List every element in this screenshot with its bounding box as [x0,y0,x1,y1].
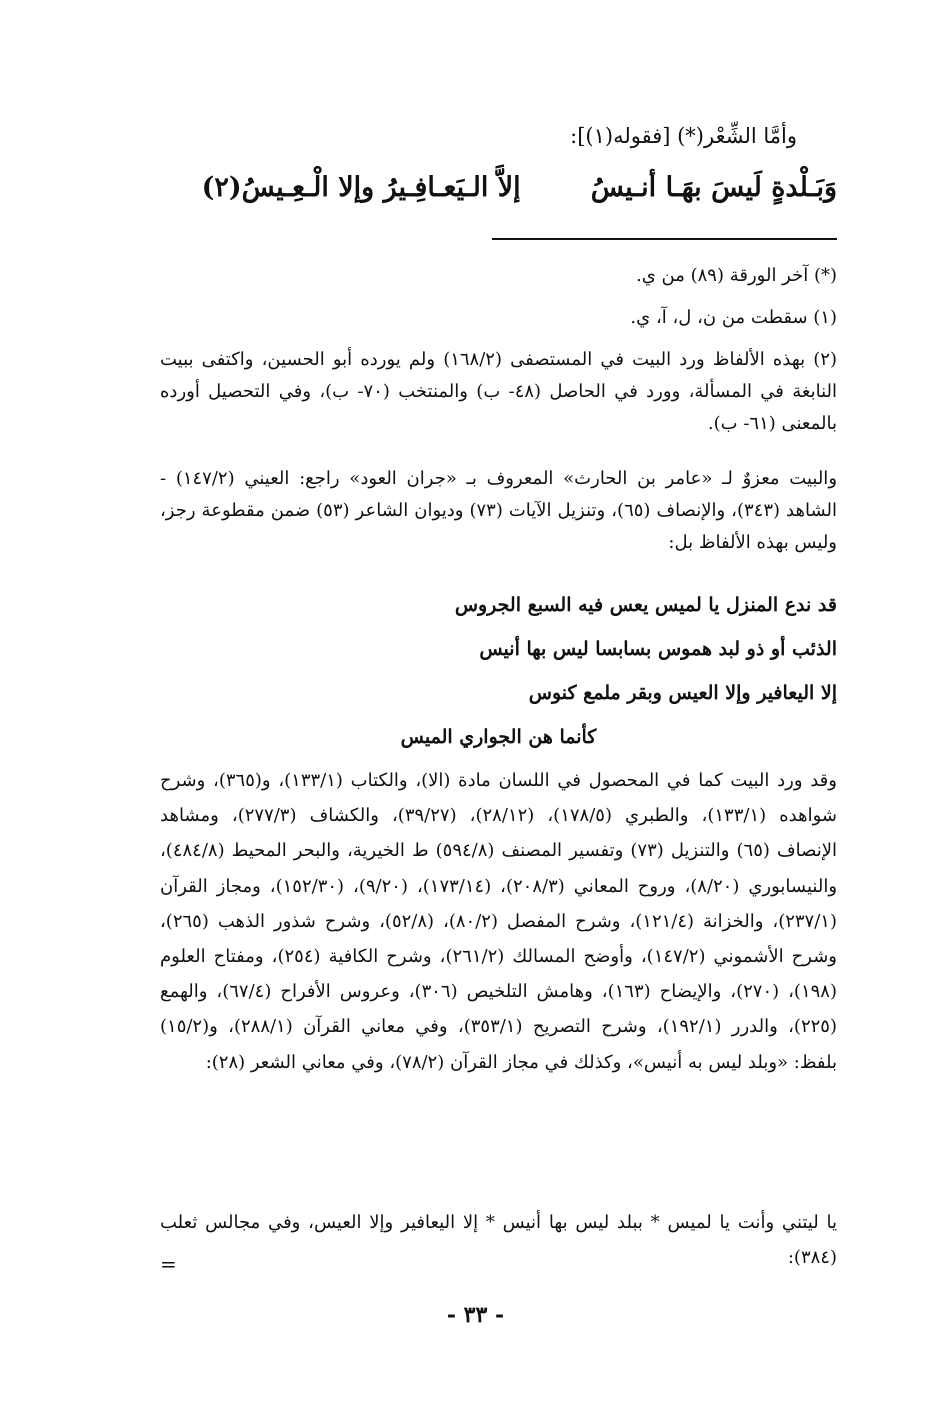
poem-line-1: قد ندع المنزل يا لميس يعس فيه السبع الجروس [454,594,837,616]
footnote-2-attribution: والبيت معزوٌ لـ «عامر بن الحارث» المعروف بـ «جران العود» راجع: العيني (١٤٧/٢) - الشاهد (٣٤٣)، والإنصاف (٦٥)، وتنزيل الآيات (٧٣) وديوان الشاعر (٥٣) ضمن مقطوعة رجز، وليس بهذه الألفاظ بل: [160,468,838,553]
poetry-verse [160,172,837,203]
intro-line: وأمَّا الشِّعْر(*) [فقوله(١)]: [570,124,797,148]
footnote-separator [492,238,837,240]
page-number: - ٣٣ - [446,1302,505,1328]
footnote-2-sources: وقد ورد البيت كما في المحصول في اللسان مادة (الا)، والكتاب (١٣٣/١)، و(٣٦٥)، وشرح شواهده (١٣٣/١)، والطبري (١٧٨/٥)، (٢٨/١٢)، (٣٩/٢٧)، والكشاف (٢٧٧/٣)، ومشاهد الإنصاف (٦٥) والتنزيل (٧٣) وتفسير المصنف (٥٩٤/٨) ط الخيرية، والبحر المحيط (٤٨٤/٨)، والنيسابوري (٨/٢٠)، وروح المعاني (٢٠٨/٣)، (١٧٣/١٤)، (٩/٢٠)، (١٥٢/٣٠)، ومجاز القرآن (٢٣٧/١)، والخزانة (١٢١/٤)، وشرح المفصل (٨٠/٢)، (٥٢/٨)، وشرح شذور الذهب (٢٦٥)، وشرح الأشموني (١٤٧/٢)، وأوضح المسالك (٢٦١/٢)، وشرح الكافية (٢٥٤)، ومفتاح العلوم (١٩٨)، (٢٧٠)، والإيضاح (١٦٣)، وهامش التلخيص (٣٠٦)، وعروس الأفراح (٦٧/٤)، والهمع (٢٢٥)، والدرر (١٩٢/١)، وشرح التصريح (٣٥٣/١)، وفي معاني القرآن (٢٨٨/١)، و(١٥/٢) بلفظ: «وبلد ليس به أنيس»، وكذلك في مجاز القرآن (٧٨/٢)، وفي معاني الشعر (٢٨): [160,770,838,1073]
verse-hemistich-1: وَبَـلْدةٍ لَيسَ بهَـا أنـيسُ [590,172,837,203]
rajaz-poem [160,583,837,759]
footnote-2: (٢) بهذه الألفاظ ورد البيت في المستصفى (١٦٨/٢) ولم يورده أبو الحسين، واكتفى ببيت النابغة في المسألة، وورد في الحاصل (٤٨- ب) والمنتخب (٧٠- ب)، وفي التحصيل أورده بالمعنى (٦١- ب). [160,349,837,434]
footnote-2-variant: يا ليتني وأنت يا لميس * ببلد ليس بها أنيس * إلا اليعافير وإلا العيس، وفي مجالس ثعلب (٣٨٤): [160,1212,837,1268]
verse-hemistich-2: إلاَّ الـيَعـافِـيرُ وإلا الْـعِـيسُ(٢) [201,172,521,203]
poem-line-4: كأنما هن الجواري الميس [400,726,597,748]
poem-line-2: الذئب أو ذو لبد هموس بسابسا ليس بها أنيس [479,638,837,660]
continuation-mark: = [160,1252,177,1276]
footnote-star: (*) آخر الورقة (٨٩) من ي. [636,265,837,286]
poem-line-3: إلا اليعافير وإلا العيس وبقر ملمع كنوس [528,682,837,704]
footnote-1: (١) سقطت من ن، ل، آ، ي. [630,307,837,328]
